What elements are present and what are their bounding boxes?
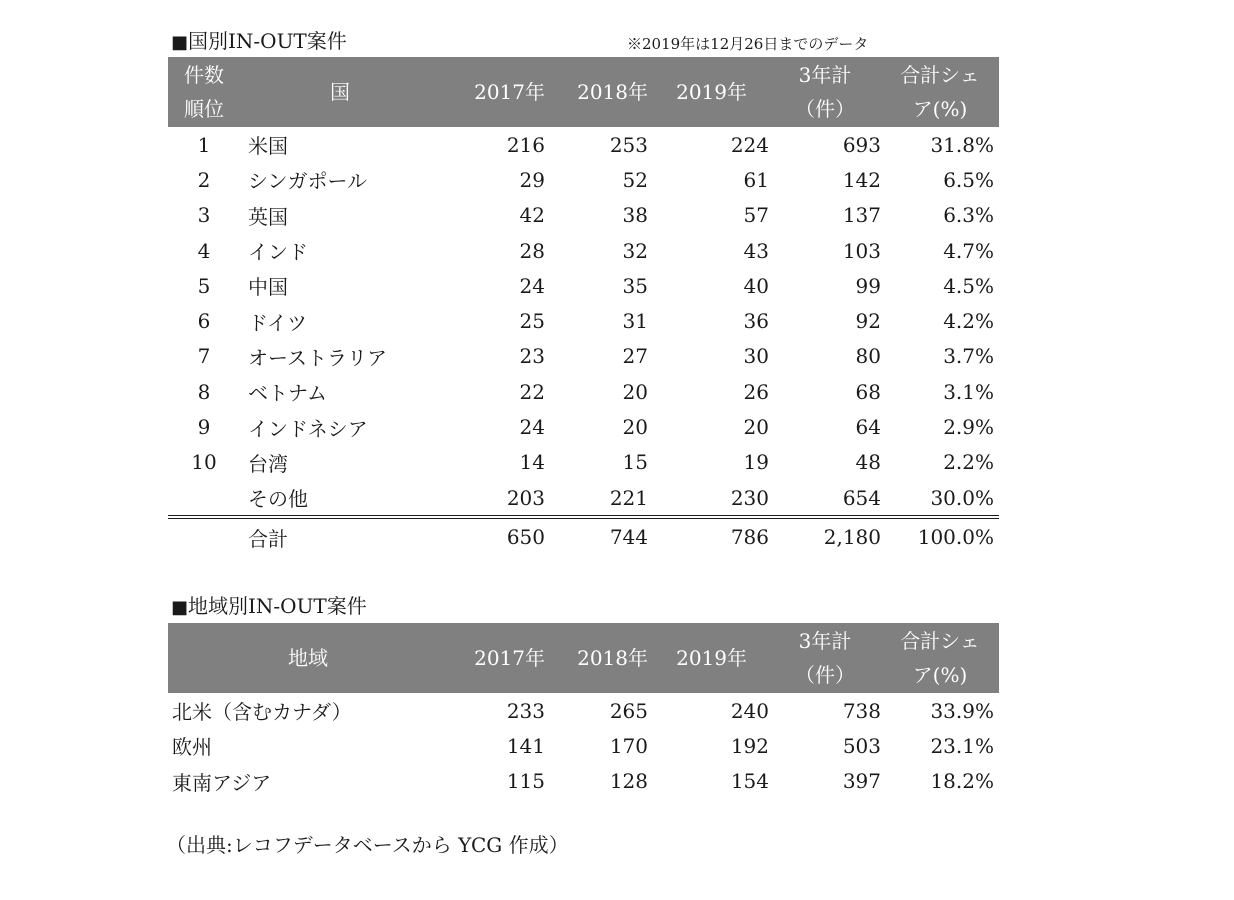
country-cell: オーストラリア <box>248 345 387 370</box>
header-country: 国 <box>240 57 440 127</box>
total-cell: 68 <box>855 379 881 404</box>
rank-cell: 1 <box>197 132 211 157</box>
table-row <box>168 127 999 162</box>
country-section-title <box>171 29 347 55</box>
y2018-cell: 31 <box>622 309 648 334</box>
header-share <box>881 623 999 693</box>
y2018-cell: 128 <box>609 769 648 794</box>
y2017-cell: 141 <box>506 733 545 758</box>
share-cell: 4.7% <box>943 238 994 263</box>
rank-cell: 9 <box>197 415 211 440</box>
share-cell: 6.3% <box>943 203 994 228</box>
table-row <box>168 409 999 444</box>
table-row <box>168 339 999 374</box>
rank-cell: 5 <box>197 273 211 298</box>
table-row <box>168 517 999 555</box>
header-3yr-total-line1: 3年計 <box>798 63 852 87</box>
y2019-cell: 240 <box>730 698 769 723</box>
total-cell: 2,180 <box>769 517 881 555</box>
y2018-cell: 253 <box>609 132 648 157</box>
region-cell: 北米（含むカナダ） <box>172 700 352 725</box>
region-table-body <box>168 693 999 799</box>
y2019-cell: 19 <box>743 450 769 475</box>
y2019-cell: 36 <box>743 309 769 334</box>
rank-cell <box>168 517 240 555</box>
header-rank-line1: 件数 <box>184 63 224 87</box>
y2019-cell: 192 <box>730 733 769 758</box>
square-bullet-icon: ■ <box>171 597 189 618</box>
region-cell: 欧州 <box>172 735 212 760</box>
y2017-cell: 650 <box>440 517 545 555</box>
header-2018: 2018年 <box>545 623 648 693</box>
table-row <box>168 728 999 763</box>
header-3yr-total-line1: 3年計 <box>798 629 852 653</box>
total-cell: 64 <box>855 415 881 440</box>
y2017-cell: 22 <box>519 379 545 404</box>
country-cell: 英国 <box>248 204 288 229</box>
y2018-cell: 32 <box>622 238 648 263</box>
header-share-line2: ア(%) <box>912 663 968 687</box>
country-table-body <box>168 127 999 555</box>
y2018-cell: 15 <box>622 450 648 475</box>
country-table-header <box>168 57 999 127</box>
header-2017: 2017年 <box>440 57 545 127</box>
y2019-cell: 20 <box>743 415 769 440</box>
share-cell: 6.5% <box>943 167 994 192</box>
table-row <box>168 480 999 517</box>
total-cell: 48 <box>855 450 881 475</box>
table-row <box>168 162 999 197</box>
y2018-cell: 221 <box>609 485 648 510</box>
y2019-cell: 224 <box>730 132 769 157</box>
total-cell: 397 <box>842 769 881 794</box>
header-2018: 2018年 <box>545 57 648 127</box>
y2017-cell: 28 <box>519 238 545 263</box>
header-rank-line2: 順位 <box>184 97 224 121</box>
y2017-cell: 115 <box>506 769 545 794</box>
y2018-cell: 35 <box>622 273 648 298</box>
share-cell: 4.5% <box>943 273 994 298</box>
country-cell: インド <box>248 240 308 265</box>
country-section-title-text: 国別IN-OUT案件 <box>188 29 347 53</box>
y2019-cell: 61 <box>743 167 769 192</box>
header-share-line2: ア(%) <box>912 97 968 121</box>
y2019-cell: 786 <box>648 517 769 555</box>
header-share-line1: 合計シェ <box>900 629 980 653</box>
total-cell: 99 <box>855 273 881 298</box>
y2018-cell: 27 <box>622 344 648 369</box>
data-cutoff-note: ※2019年は12月26日までのデータ <box>627 35 869 53</box>
header-region: 地域 <box>168 623 440 693</box>
table-row <box>168 445 999 480</box>
y2019-cell: 154 <box>730 769 769 794</box>
y2018-cell: 38 <box>622 203 648 228</box>
total-cell: 80 <box>855 344 881 369</box>
rank-cell: 3 <box>197 203 211 228</box>
rank-cell: 4 <box>197 238 211 263</box>
country-cell: ドイツ <box>248 310 307 335</box>
country-cell: インドネシア <box>248 416 368 441</box>
country-cell: 台湾 <box>248 451 288 476</box>
source-note: （出典:レコフデータベースから YCG 作成） <box>166 833 569 857</box>
y2017-cell: 42 <box>519 203 545 228</box>
header-2019: 2019年 <box>648 57 769 127</box>
country-cell: その他 <box>248 487 308 512</box>
country-cell: 中国 <box>248 275 288 300</box>
y2017-cell: 203 <box>506 485 545 510</box>
header-3yr-total <box>769 623 881 693</box>
country-cell: 米国 <box>248 134 288 159</box>
header-rank <box>168 57 240 127</box>
header-2019: 2019年 <box>648 623 769 693</box>
total-cell: 92 <box>855 309 881 334</box>
y2018-cell: 170 <box>609 733 648 758</box>
table-row <box>168 303 999 338</box>
share-cell: 30.0% <box>930 485 994 510</box>
y2019-cell: 57 <box>743 203 769 228</box>
y2019-cell: 230 <box>730 485 769 510</box>
total-cell: 693 <box>842 132 881 157</box>
y2018-cell: 265 <box>609 698 648 723</box>
y2017-cell: 14 <box>519 450 545 475</box>
rank-cell: 6 <box>197 309 211 334</box>
table-row <box>168 374 999 409</box>
y2018-cell: 20 <box>622 379 648 404</box>
rank-cell: 10 <box>191 450 217 475</box>
table-row <box>168 198 999 233</box>
square-bullet-icon: ■ <box>171 32 189 53</box>
share-cell: 23.1% <box>930 733 994 758</box>
total-cell: 503 <box>842 733 881 758</box>
rank-cell: 7 <box>197 344 211 369</box>
header-share-line1: 合計シェ <box>900 63 980 87</box>
y2018-cell: 20 <box>622 415 648 440</box>
share-cell: 33.9% <box>930 698 994 723</box>
share-cell: 18.2% <box>930 769 994 794</box>
region-section-title-text: 地域別IN-OUT案件 <box>188 594 367 618</box>
rank-cell: 8 <box>197 379 211 404</box>
region-table <box>168 623 999 799</box>
share-cell: 3.1% <box>943 379 994 404</box>
y2017-cell: 216 <box>506 132 545 157</box>
table-row <box>168 764 999 799</box>
table-row <box>168 693 999 728</box>
y2017-cell: 233 <box>506 698 545 723</box>
region-section-title <box>171 594 367 620</box>
region-cell: 東南アジア <box>172 770 272 795</box>
y2017-cell: 29 <box>519 167 545 192</box>
total-cell: 137 <box>842 203 881 228</box>
total-cell: 654 <box>842 485 881 510</box>
total-cell: 103 <box>842 238 881 263</box>
country-table <box>168 57 999 555</box>
header-share <box>881 57 999 127</box>
share-cell: 2.9% <box>943 415 994 440</box>
rank-cell: 2 <box>197 167 211 192</box>
y2018-cell: 744 <box>545 517 648 555</box>
y2017-cell: 24 <box>519 273 545 298</box>
y2017-cell: 23 <box>519 344 545 369</box>
y2019-cell: 30 <box>743 344 769 369</box>
total-cell: 738 <box>842 698 881 723</box>
header-2017: 2017年 <box>440 623 545 693</box>
country-cell: 合計 <box>240 517 440 555</box>
rank-cell <box>168 480 240 517</box>
y2019-cell: 43 <box>743 238 769 263</box>
share-cell: 100.0% <box>881 517 999 555</box>
share-cell: 4.2% <box>943 309 994 334</box>
y2017-cell: 24 <box>519 415 545 440</box>
y2019-cell: 40 <box>743 273 769 298</box>
table-row <box>168 268 999 303</box>
header-3yr-total-line2: （件） <box>795 663 855 687</box>
y2017-cell: 25 <box>519 309 545 334</box>
region-table-header <box>168 623 999 693</box>
table-row <box>168 233 999 268</box>
header-3yr-total <box>769 57 881 127</box>
share-cell: 31.8% <box>930 132 994 157</box>
header-3yr-total-line2: （件） <box>795 97 855 121</box>
country-cell: ベトナム <box>248 381 327 406</box>
y2018-cell: 52 <box>622 167 648 192</box>
total-cell: 142 <box>842 167 881 192</box>
y2019-cell: 26 <box>743 379 769 404</box>
share-cell: 3.7% <box>943 344 994 369</box>
share-cell: 2.2% <box>943 450 994 475</box>
country-cell: シンガポール <box>248 169 368 194</box>
